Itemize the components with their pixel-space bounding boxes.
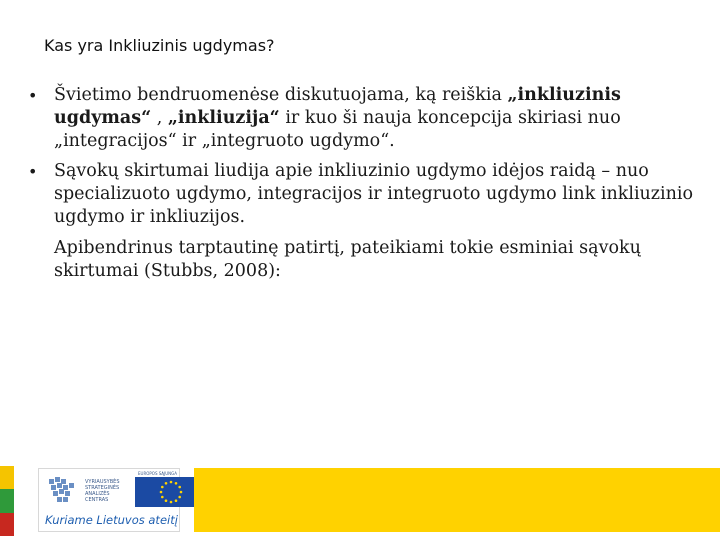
bullet-1-text-pre: Švietimo bendruomenėse diskutuojama, ką reiškia xyxy=(54,85,508,105)
footer xyxy=(0,466,720,536)
slogan-text: Kuriame Lietuvos ateitį xyxy=(45,513,178,527)
slide-body xyxy=(28,84,698,283)
footer-yellow-bar xyxy=(194,468,720,532)
lithuania-map-logo-icon xyxy=(45,473,79,507)
stripe-red xyxy=(0,513,14,536)
bullet-item-2 xyxy=(28,160,698,229)
eu-label: EUROPOS SĄJUNGA xyxy=(138,471,177,476)
bullet-2-text: Sąvokų skirtumai liudija apie inkliuzinio ugdymo idėjos raidą – nuo specializuoto ugdymo, integracijos ir integruoto ugdymo link inkliuzinio ugdymo ir inkliuzijos. xyxy=(54,161,694,227)
bullet-1-text-post: ir kuo ši nauja koncepcija skiriasi nuo „integracijos“ ir „integruoto ugdymo“. xyxy=(54,108,621,151)
bullet-1-text-mid: , xyxy=(151,108,168,128)
bullet-marker: • xyxy=(28,162,38,181)
slide-title: Kas yra Inkliuzinis ugdymas? xyxy=(44,36,275,55)
org-name-text: VYRIAUSYBĖS STRATEGINĖS ANALIZĖS CENTRAS xyxy=(85,479,120,503)
summary-paragraph: Apibendrinus tarptautinę patirtį, pateikiami tokie esminiai sąvokų skirtumai (Stubbs, 2008): xyxy=(54,238,641,281)
bullet-1-term-inclusion: „inkliuzija“ xyxy=(167,108,280,128)
bullet-1-term-inclusive-education: „inkliuzinis ugdymas“ xyxy=(54,85,621,128)
stripe-yellow xyxy=(0,466,14,489)
bullet-item-1 xyxy=(28,84,698,153)
bullet-marker: • xyxy=(28,86,38,105)
stripe-green xyxy=(0,489,14,513)
logo-panel xyxy=(38,468,180,532)
